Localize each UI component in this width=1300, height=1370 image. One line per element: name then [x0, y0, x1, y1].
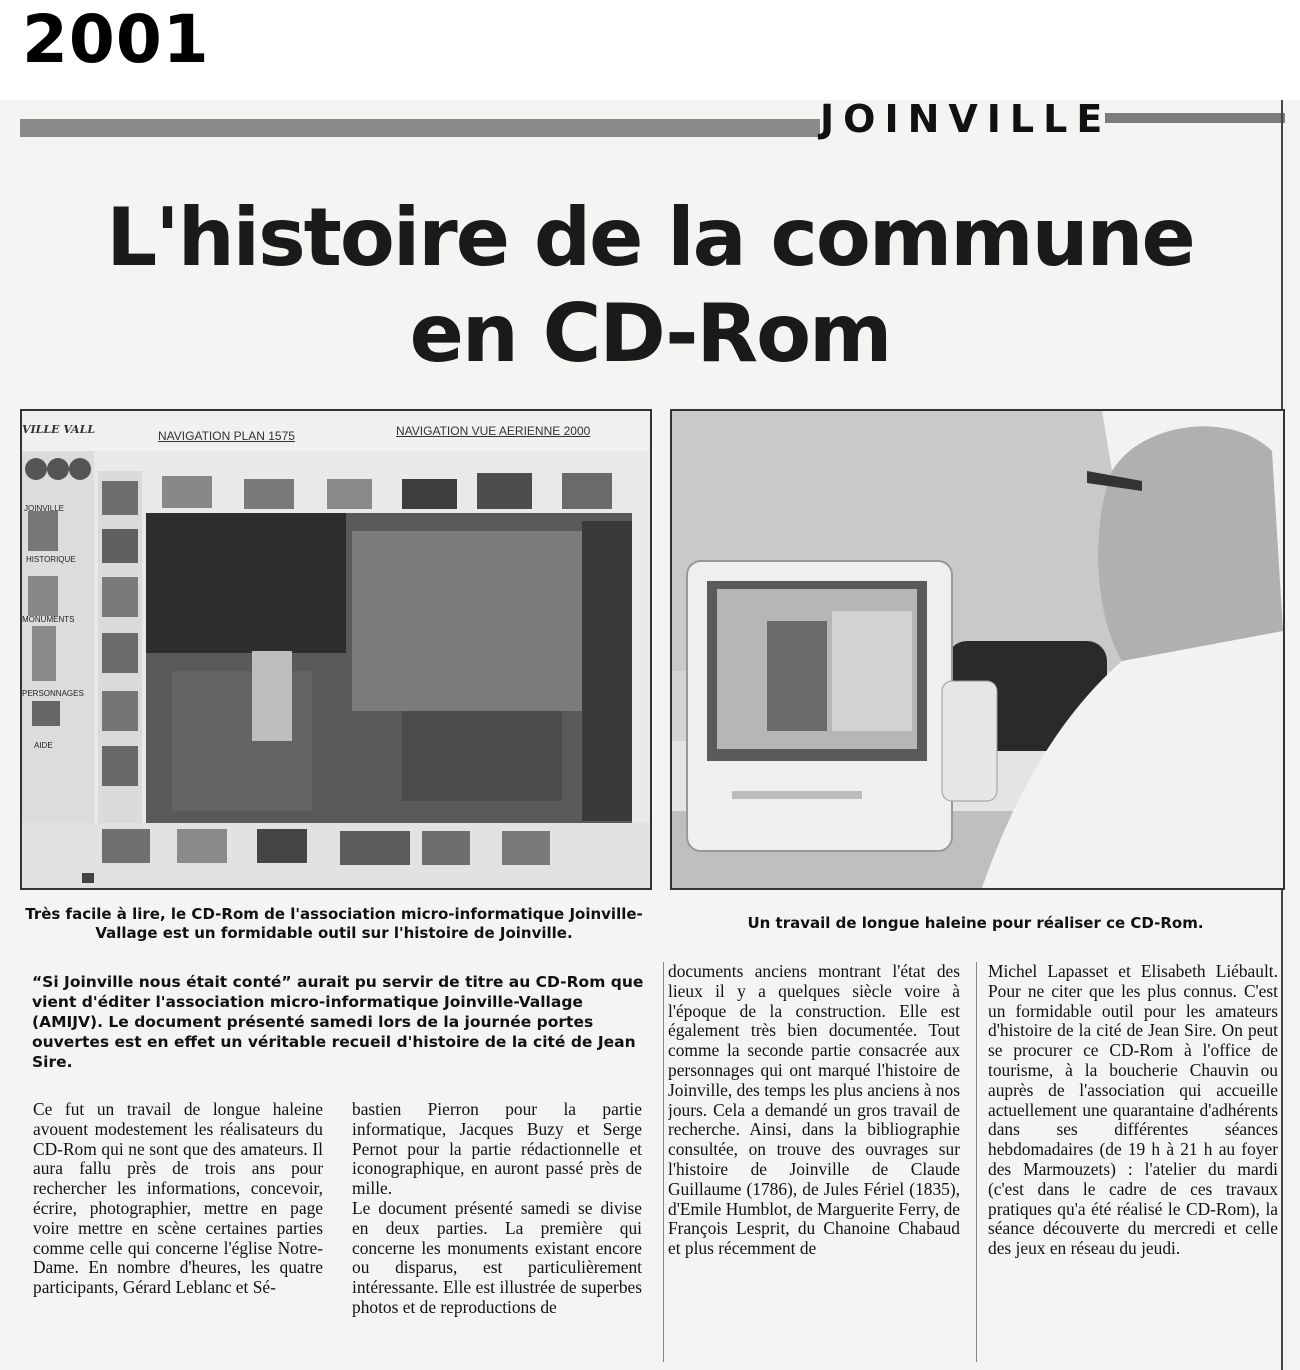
- article-column-3: [668, 962, 960, 1362]
- menu-joinville: JOINVILLE: [24, 504, 65, 513]
- headline-line-2: en CD-Rom: [409, 287, 891, 380]
- article-text: Ce fut un travail de longue haleine avouent modestement les réalisateurs du CD-Rom qui ne sont que des amateurs. Il aura fallu près de trois ans pour rechercher les informations, concevoir, écrire, photographier, mettre en page voire mettre en scène certaines parties comme celle qui concerne l'église Notre-Dame. En nombre d'heures, les quatre participants, Gérard Leblanc et Sé-: [33, 1100, 323, 1298]
- headline: [40, 190, 1260, 382]
- article-column-2: [352, 1100, 642, 1360]
- caption-screenshot: Très facile à lire, le CD-Rom de l'association micro-informatique Joinville-Vallage est un formidable outil sur l'histoire de Joinville.: [25, 905, 643, 942]
- man-at-computer-photo: [670, 409, 1285, 890]
- article-text: Le document présenté samedi se divise en deux parties. La première qui concerne les monuments existant encore ou disparus, est particulièrement intéressante. Elle est illustrée de superbes photos et de reproductions de: [352, 1197, 642, 1317]
- article-text: bastien Pierron pour la partie informatique, Jacques Buzy et Serge Pernot pour la partie rédactionnelle et iconographique, en auront passé près de mille.: [352, 1100, 642, 1199]
- section-name: JOINVILLE: [820, 97, 1112, 141]
- nav-aerial-label: NAVIGATION VUE AERIENNE 2000: [396, 424, 591, 438]
- caption-man-at-computer: Un travail de longue haleine pour réaliser ce CD-Rom.: [747, 914, 1204, 932]
- menu-aide: AIDE: [34, 741, 53, 750]
- menu-historique: HISTORIQUE: [26, 555, 76, 564]
- menu-monuments: MONUMENTS: [22, 615, 75, 624]
- header-rule-right: [1105, 113, 1285, 123]
- cdrom-screenshot-photo: [20, 409, 652, 890]
- year-label: 2001: [22, 1, 210, 78]
- man-at-computer-image: [672, 411, 1283, 888]
- lead-paragraph: “Si Joinville nous était conté” aurait pu servir de titre au CD-Rom que vient d'éditer l'association micro-informatique Joinville-Vallage (AMIJV). Le document présenté samedi lors de la journée portes ouvertes est en effet un véritable recueil d'histoire de la cité de Jean Sire.: [32, 973, 644, 1071]
- article-column-1: [33, 1100, 323, 1360]
- cdrom-logo-fragment: VILLE VALL: [22, 423, 96, 436]
- article-text: Michel Lapasset et Elisabeth Liébault. Pour ne citer que les plus connus. C'est un formidable outil pour les amateurs d'histoire de la cité de Jean Sire. On peut se procurer ce CD-Rom à l'office de tourisme, à la boucherie Chauvin ou auprès de l'association qui accueille actuellement une quarantaine d'adhérents dans ses différentes séances hebdomadaires (de 19 h à 21 h au foyer des Marmouzets) : l'atelier du mardi (c'est dans le cadre de ces travaux pratiques qu'a été réalisé le CD-Rom), la séance découverte du mercredi et celle des jeux en réseau du jeudi.: [988, 962, 1278, 1259]
- headline-line-1: L'histoire de la commune: [106, 191, 1194, 284]
- header-rule: [20, 119, 820, 137]
- column-divider: [976, 962, 977, 1362]
- cdrom-screenshot-image: [22, 411, 650, 888]
- nav-plan-label: NAVIGATION PLAN 1575: [158, 429, 295, 443]
- article-column-4: [988, 962, 1278, 1362]
- menu-personnages: PERSONNAGES: [22, 689, 84, 698]
- article-text: documents anciens montrant l'état des lieux il y a quelques siècle voire à l'époque de la construction. Elle est également très bien documentée. Tout comme la seconde partie consacrée aux personnages qui ont marqué l'histoire de Joinville, des temps les plus anciens à nos jours. Cela a demandé un gros travail de recherche. Ainsi, dans la bibliographie consultée, on trouve des ouvrages sur l'histoire de Joinville de Claude Guillaume (1786), de Jules Fériel (1835), d'Emile Humblot, de Marguerite Ferry, de François Lesprit, du Chanoine Chabaud et plus récemment de: [668, 962, 960, 1259]
- column-divider: [663, 962, 664, 1362]
